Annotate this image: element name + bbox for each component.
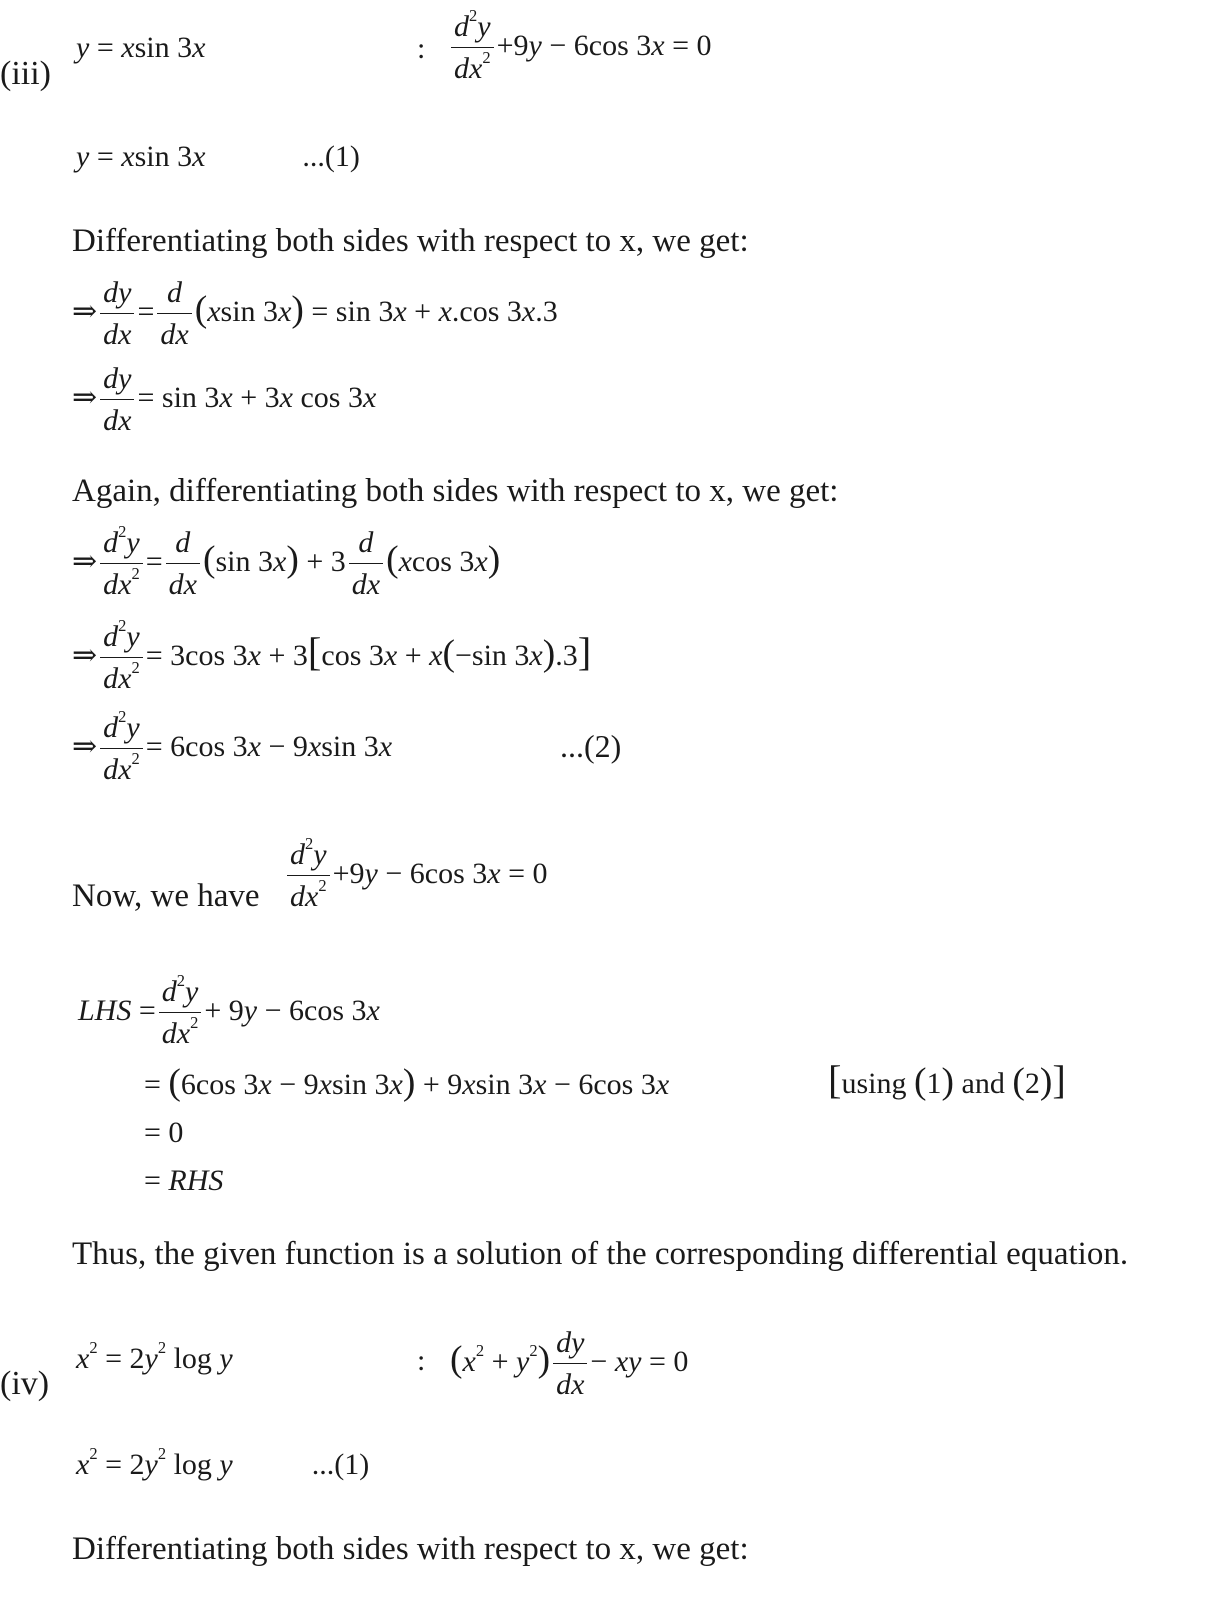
dydx-line-1: ⇒ $\frac{dy}{dx}$ = $\frac{d}{dx}$ (xsin 3x) = sin 3x + x.cos 3x.3 bbox=[72, 276, 558, 351]
lhs-line-3: = 0 bbox=[144, 1116, 184, 1149]
lhs-line-1: LHS = $\frac{d^2y}{dx^2}$ + 9y − 6cos 3x bbox=[78, 971, 380, 1050]
part-iv-eq1-ref: ...(1) bbox=[311, 1448, 370, 1481]
part-iv-diff-instruction: Differentiating both sides with respect to x, we get: bbox=[72, 1531, 749, 1567]
d2y-line-1: ⇒ $\frac{d^2y}{dx^2}$ = $\frac{d}{dx}$ (sin 3x) + 3 $\frac{d}{dx}$ (xcos 3x) bbox=[72, 522, 501, 601]
part-iv-eq1-line: $x^2 = 2y^2$ log y ...(1) bbox=[76, 1444, 370, 1481]
now-equation: $\frac{d^2y}{dx^2}$ +9y − 6cos 3x = 0 bbox=[284, 838, 548, 914]
lhs-line-2: = (6cos 3x − 9xsin 3x) + 9xsin 3x − 6cos 3x bbox=[144, 1062, 670, 1103]
dydx-line-2: ⇒ $\frac{dy}{dx}$ = sin 3x + 3x cos 3x bbox=[72, 362, 377, 437]
d2y-line-2: ⇒ $\frac{d^2y}{dx^2}$ = 3cos 3x + 3[cos 3x + x(−sin 3x).3] bbox=[72, 616, 592, 695]
diff-instruction-1: Differentiating both sides with respect to x, we get: bbox=[72, 223, 749, 259]
part-iv-colon: : bbox=[417, 1344, 426, 1377]
diff-instruction-2: Again, differentiating both sides with respect to x, we get: bbox=[72, 473, 839, 509]
part-iii-function: y = xsin 3x bbox=[76, 31, 206, 64]
eq1-ref: ...(1) bbox=[302, 140, 360, 173]
part-iii-colon: : bbox=[417, 32, 426, 65]
eq1-line: y = xsin 3x ...(1) bbox=[76, 140, 360, 173]
part-iv-equation: $(x^2 + y^2)$ $\frac{dy}{dx}$ − xy = 0 bbox=[450, 1326, 689, 1401]
part-iv-function: $x^2 = 2y^2$ log y bbox=[76, 1338, 233, 1375]
eq2-ref: ...(2) bbox=[560, 728, 622, 764]
part-iv-label: (iv) bbox=[0, 1365, 50, 1402]
lhs-note: [using (1) and (2)] bbox=[828, 1057, 1066, 1102]
part-iii-label: (iii) bbox=[0, 55, 51, 92]
conclusion-text: Thus, the given function is a solution of the corresponding differential equation. bbox=[72, 1236, 1129, 1272]
part-iii-equation: $\frac{d^2y}{dx^2}$ +9y − 6cos 3x = 0 bbox=[448, 10, 712, 86]
lhs-line-4: = RHS bbox=[144, 1164, 224, 1197]
d2y-line-3: ⇒ $\frac{d^2y}{dx^2}$ = 6cos 3x − 9xsin 3x bbox=[72, 707, 393, 786]
now-we-have-text: Now, we have bbox=[72, 878, 260, 914]
